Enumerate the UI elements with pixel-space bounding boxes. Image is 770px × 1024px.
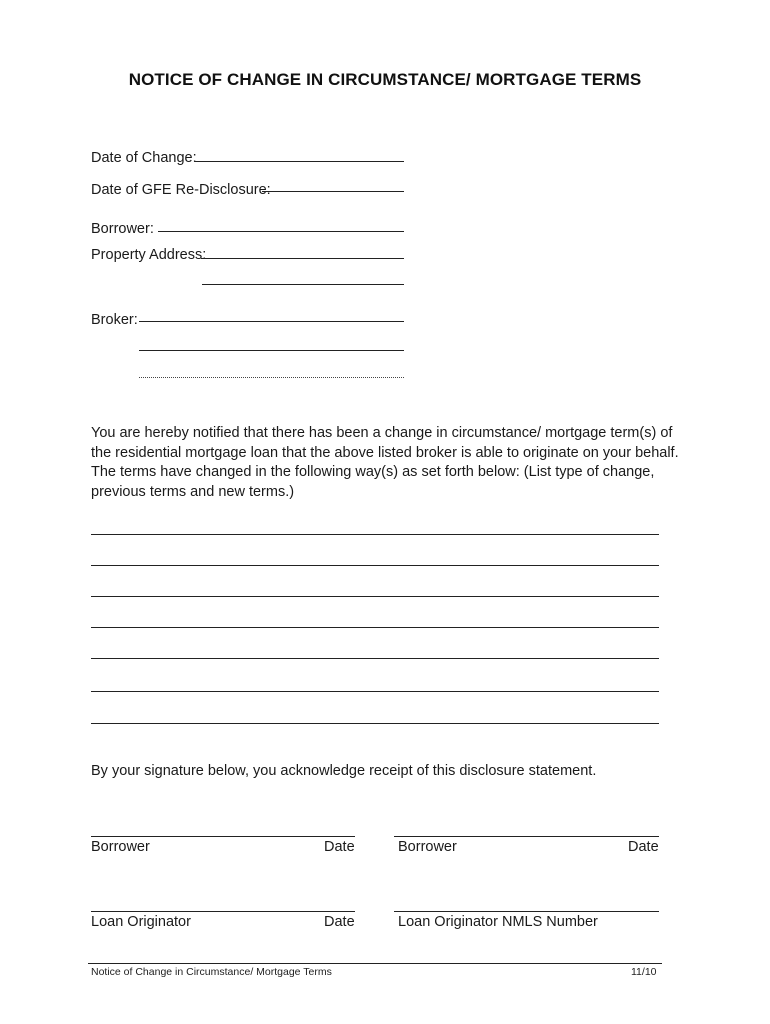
footer-left-text: Notice of Change in Circumstance/ Mortgage Terms xyxy=(91,966,332,978)
borrower-2-signature-line[interactable] xyxy=(394,836,659,837)
borrower-2-date-label: Date xyxy=(628,839,659,855)
notice-paragraph: You are hereby notified that there has been a change in circumstance/ mortgage term(s) of the residential mortgage loan that the above listed broker is able to originate on your behalf. The terms have changed in the following way(s) as set forth below: (List type of change, previous terms and new terms.) xyxy=(91,425,679,500)
loan-originator-signature-line[interactable] xyxy=(91,911,355,912)
loan-originator-nmls-label: Loan Originator NMLS Number xyxy=(398,914,598,930)
loan-originator-nmls-line[interactable] xyxy=(394,911,659,912)
date-of-change-label: Date of Change: xyxy=(91,150,197,166)
change-description-line[interactable] xyxy=(91,723,659,724)
borrower-label: Borrower: xyxy=(91,221,154,237)
change-description-line[interactable] xyxy=(91,565,659,566)
gfe-redisclosure-label: Date of GFE Re-Disclosure: xyxy=(91,182,271,198)
borrower-1-date-label: Date xyxy=(324,839,355,855)
footer-right-text: 11/10 xyxy=(631,966,657,978)
broker-label: Broker: xyxy=(91,312,138,328)
change-description-line[interactable] xyxy=(91,534,659,535)
acknowledgement-text: By your signature below, you acknowledge receipt of this disclosure statement. xyxy=(91,763,597,779)
change-description-line[interactable] xyxy=(91,658,659,659)
borrower-1-label: Borrower xyxy=(91,839,150,855)
gfe-redisclosure-field[interactable] xyxy=(262,191,404,192)
footer-divider xyxy=(88,963,662,964)
property-address-field-line-1[interactable] xyxy=(201,258,404,259)
broker-field-line-3[interactable] xyxy=(139,377,404,378)
property-address-label: Property Address: xyxy=(91,247,207,263)
property-address-field-line-2[interactable] xyxy=(202,284,404,285)
borrower-1-signature-line[interactable] xyxy=(91,836,355,837)
change-description-line[interactable] xyxy=(91,596,659,597)
document-title: NOTICE OF CHANGE IN CIRCUMSTANCE/ MORTGAGE TERMS xyxy=(128,70,642,89)
broker-field-line-1[interactable] xyxy=(139,321,404,322)
broker-field-line-2[interactable] xyxy=(139,350,404,351)
loan-originator-label: Loan Originator xyxy=(91,914,191,930)
borrower-2-label: Borrower xyxy=(398,839,457,855)
change-description-line[interactable] xyxy=(91,691,659,692)
borrower-field[interactable] xyxy=(158,231,404,232)
date-of-change-field[interactable] xyxy=(194,161,404,162)
loan-originator-date-label: Date xyxy=(324,914,355,930)
change-description-line[interactable] xyxy=(91,627,659,628)
